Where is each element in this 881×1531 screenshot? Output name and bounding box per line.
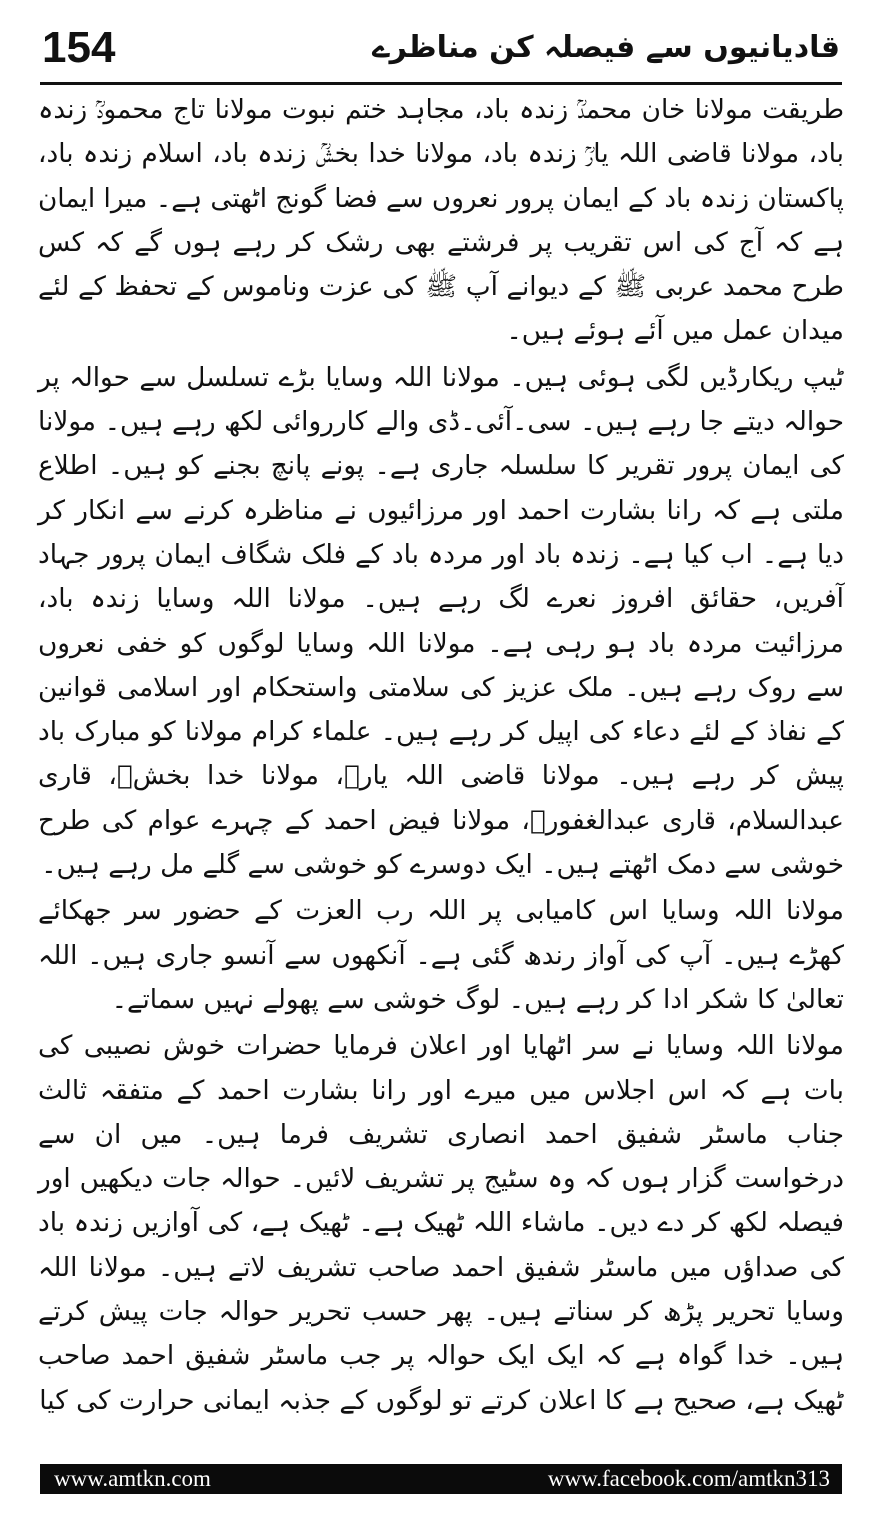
paragraph: ٹیپ ریکارڈیں لگی ہوئی ہیں۔ مولانا اللہ وسایا بڑے تسلسل سے حوالہ پر حوالہ دیتے جا رہے ہیں۔ سی۔آئی۔ڈی والے کارروائی لکھ رہے ہیں۔ مولانا کی ایمان پرور تقریر کا سلسلہ جاری ہے۔ پونے پانچ بجنے کو ہیں۔ اطلاع ملتی ہے کہ رانا بشارت احمد اور مرزائیوں نے مناظرہ کرنے سے انکار کر دیا ہے۔ اب کیا ہے۔ زندہ باد اور مردہ باد کے فلک شگاف ایمان پرور جہاد آفریں، حقائق افروز نعرے لگ رہے ہیں۔ مولانا اللہ وسایا زندہ باد، مرزائیت مردہ باد ہو رہی ہے۔ مولانا اللہ وسایا لوگوں کو خفی نعروں سے روک رہے ہیں۔ ملک عزیز کی سلامتی واستحکام اور اسلامی قوانین کے نفاذ کے لئے دعاء کی اپیل کر رہے ہیں۔ علماء کرام مولانا کو مبارک باد پیش کر رہے ہیں۔ مولانا قاضی اللہ یارؒ، مولانا خدا بخشؒ، قاری عبدالسلام، قاری عبدالغفورؒ، مولانا فیض احمد کے چہرے عوام کی طرح خوشی سے دمک اٹھتے ہیں۔ ایک دوسرے کو خوشی سے گلے مل رہے ہیں۔ [38, 362, 844, 881]
page-number: 154 [42, 23, 116, 72]
page-body [38, 88, 844, 1463]
paragraph: مولانا اللہ وسایا نے سر اٹھایا اور اعلان فرمایا حضرات خوش نصیبی کی بات ہے کہ اس اجلاس میں میرے اور رانا بشارت احمد کے متفقہ ثالث جناب ماسٹر شفیق احمد انصاری تشریف فرما ہیں۔ میں ان سے درخواست گزار ہوں کہ وہ سٹیج پر تشریف لائیں۔ حوالہ جات دیکھیں اور فیصلہ لکھ کر دے دیں۔ ماشاء اللہ ٹھیک ہے۔ ٹھیک ہے، کی آوازیں زندہ باد کی صداؤں میں ماسٹر شفیق احمد صاحب تشریف لاتے ہیں۔ مولانا اللہ وسایا تحریر پڑھ کر سناتے ہیں۔ پھر حسب تحریر حوالہ جات پیش کرتے ہیں۔ خدا گواہ ہے کہ ایک ایک حوالہ پر جب ماسٹر شفیق احمد صاحب ٹھیک ہے، صحیح ہے کا اعلان کرتے تو لوگوں کے جذبہ ایمانی حرارت کی کیا [38, 1031, 845, 1416]
page-header [40, 22, 840, 72]
facebook-link[interactable]: www.facebook.com/amtkn313 [547, 1466, 830, 1491]
page-footer [40, 1464, 842, 1494]
header-divider [40, 82, 842, 85]
paragraph: مولانا اللہ وسایا اس کامیابی پر اللہ رب العزت کے حضور سر جھکائے کھڑے ہیں۔ آپ کی آواز رندھ گئی ہے۔ آنکھوں سے آنسو جاری ہیں۔ اللہ تعالیٰ کا شکر ادا کر رہے ہیں۔ لوگ خوشی سے پھولے نہیں سماتے۔ [38, 896, 844, 1015]
book-title: قادیانیوں سے فیصلہ کن مناظرے [372, 30, 840, 65]
paragraph: طریقت مولانا خان محمدؒ زندہ باد، مجاہد ختم نبوت مولانا تاج محمودؒ زندہ باد، مولانا قاضی اللہ یارؒ زندہ باد، مولانا خدا بخشؒ زندہ باد، اسلام زندہ باد، پاکستان زندہ باد کے ایمان پرور نعروں سے فضا گونج اٹھتی ہے۔ میرا ایمان ہے کہ آج کی اس تقریب پر فرشتے بھی رشک کر رہے ہوں گے کہ کس طرح محمد عربی ﷺ کے دیوانے آپ ﷺ کی عزت وناموس کے تحفظ کے لئے میدان عمل میں آئے ہوئے ہیں۔ [38, 95, 844, 347]
website-link[interactable]: www.amtkn.com [54, 1466, 211, 1491]
